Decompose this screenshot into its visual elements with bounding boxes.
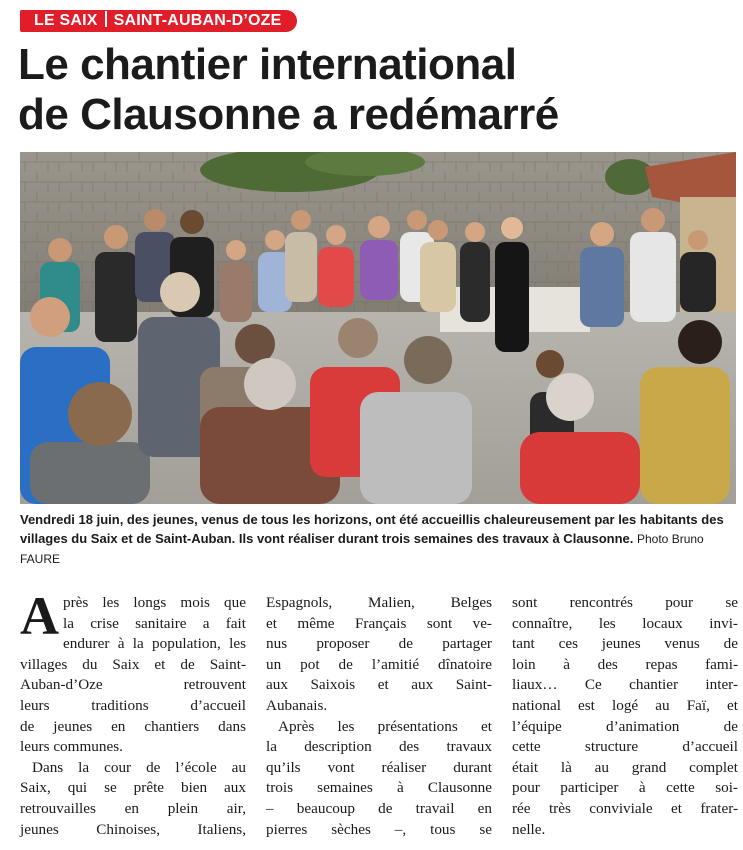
body-line: Saix, qui se prête bien aux	[20, 779, 246, 797]
headline-line-1: Le chantier international	[18, 40, 517, 89]
body-line: retrouvailles en plein air,	[20, 799, 246, 817]
body-line: Espagnols, Malien, Belges	[266, 594, 492, 611]
body-line: Dans la cour de l’école au	[32, 758, 246, 776]
body-line: près les longs mois que	[63, 594, 246, 611]
body-column-3	[512, 593, 738, 840]
body-line: villages du Saix et de Saint-	[20, 655, 246, 673]
body-line: pour participer à cette soi-	[512, 779, 738, 797]
body-line: leurs communes.	[20, 738, 123, 756]
kicker-separator	[105, 11, 107, 27]
body-line: qu’ils vont réaliser durant	[266, 758, 492, 776]
body-line: était là au grand complet	[512, 758, 738, 776]
body-line: leurs traditions d’accueil	[20, 696, 246, 714]
body-line: – beaucoup de travail en	[266, 799, 492, 817]
body-line: nelle.	[512, 820, 546, 838]
section-kicker	[20, 10, 297, 32]
body-line: endurer à la population, les	[63, 635, 246, 653]
body-line: liaux… Ce chantier inter-	[512, 676, 738, 694]
body-line: connaître, les locaux invi-	[512, 614, 738, 632]
body-line: rée très conviviale et frater-	[512, 799, 738, 817]
body-line: Auban-d’Oze retrouvent	[20, 676, 246, 694]
body-line: sont rencontrés pour se	[512, 594, 738, 611]
body-line: la description des travaux	[266, 738, 492, 756]
caption-text: Vendredi 18 juin, des jeunes, venus de tous les horizons, ont été accueillis chaleureusement par les habitants des villages du Saix et de Saint-Auban. Ils vont réaliser durant trois semaines des travaux à Clausonne.	[20, 512, 724, 546]
drop-cap: A	[20, 586, 59, 646]
body-line: pierres sèches –, tous se	[266, 820, 492, 838]
article-photo	[20, 152, 736, 504]
body-line: et même Français sont ve-	[266, 614, 492, 632]
body-line: jeunes Chinoises, Italiens,	[20, 820, 246, 838]
headline-line-2: de Clausonne a redémarré	[18, 90, 559, 139]
body-line: l’équipe d’animation de	[512, 717, 738, 735]
kicker-right: SAINT-AUBAN-D’OZE	[113, 12, 282, 29]
body-line: national est logé au Faï, et	[512, 696, 738, 714]
photo-illustration	[20, 152, 736, 504]
article-headline	[18, 40, 559, 140]
body-line: la crise sanitaire a fait	[63, 614, 246, 632]
body-line: Après les présentations et	[278, 717, 492, 735]
body-line: tant ces jeunes venus de	[512, 635, 738, 653]
body-line: Aubanais.	[266, 696, 328, 714]
body-line: de jeunes en chantiers dans	[20, 717, 246, 735]
body-line: trois semaines à Clausonne	[266, 779, 492, 797]
photo-credit: Photo Bruno FAURE	[20, 532, 704, 566]
body-line: loin à des repas fami-	[512, 655, 738, 673]
body-column-1	[20, 586, 246, 840]
body-line: aux Saixois et aux Saint-	[266, 676, 492, 694]
kicker-left: LE SAIX	[34, 12, 98, 29]
body-line: cette structure d’accueil	[512, 738, 738, 756]
body-line: un pot de l’amitié dînatoire	[266, 655, 492, 673]
body-column-2	[266, 593, 492, 840]
photo-caption	[20, 510, 736, 569]
body-line: nus proposer de partager	[266, 635, 492, 653]
article-body	[20, 586, 738, 843]
